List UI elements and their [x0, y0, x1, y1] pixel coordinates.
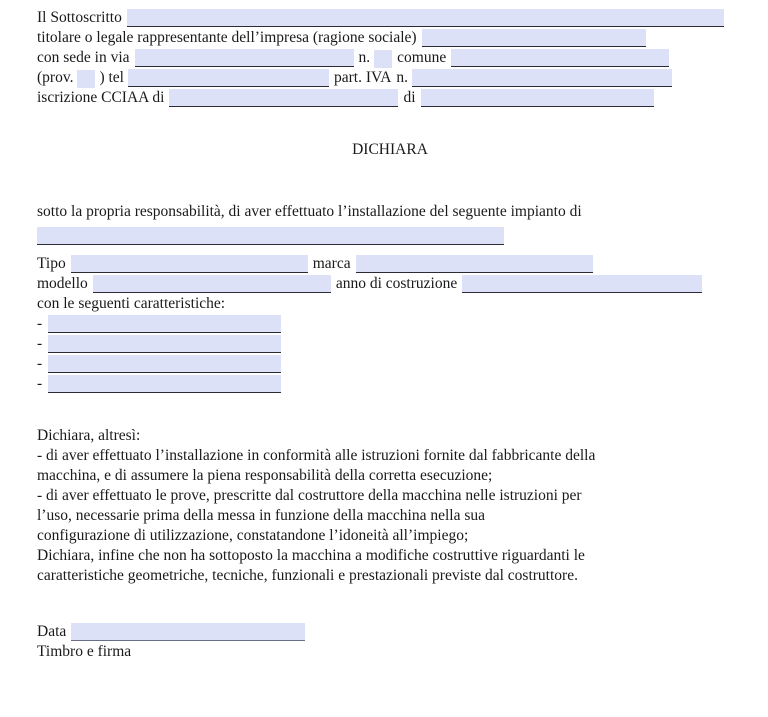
label-cciaa-di: di [403, 89, 416, 106]
label-timbro-e-firma: Timbro e firma [37, 643, 132, 660]
row-prov-tel-piva [37, 68, 743, 88]
label-caratteristiche: con le seguenti caratteristiche: [37, 295, 226, 312]
label-tel: ) tel [99, 69, 124, 86]
label-numero-civico: n. [358, 49, 371, 66]
bullet-dash: - [37, 315, 43, 332]
bullet-dash: - [37, 355, 43, 372]
field-comune[interactable] [451, 49, 669, 67]
row-ragione-sociale [37, 28, 743, 48]
spacer-after-title-2 [37, 190, 743, 202]
field-numero-civico[interactable] [374, 50, 392, 68]
field-cciaa-citta[interactable] [169, 89, 398, 107]
spacer-before-statements-2 [37, 414, 743, 426]
spacer-before-statements [37, 394, 743, 414]
row-data [37, 622, 743, 642]
field-partita-iva[interactable] [412, 69, 672, 87]
field-caratteristica-3[interactable] [48, 355, 281, 373]
label-partita-iva: part. IVA [333, 69, 392, 86]
bullet-dash: - [37, 375, 43, 392]
statement-line: Dichiara, infine che non ha sottoposto la macchina a modifiche costruttive riguardanti le [37, 547, 585, 564]
field-caratteristica-4[interactable] [48, 375, 281, 393]
characteristic-row [37, 354, 743, 374]
field-caratteristica-2[interactable] [48, 335, 281, 353]
label-partita-iva-n: n. [396, 69, 409, 86]
statement-line: configurazione di utilizzazione, constatandone l’idoneità all’impiego; [37, 527, 469, 544]
characteristic-row [37, 374, 743, 394]
statement-line: - di aver effettuato l’installazione in conformità alle istruzioni fornite dal fabbricante della [37, 447, 596, 464]
field-impianto[interactable] [37, 227, 504, 245]
field-modello[interactable] [93, 275, 331, 293]
field-cciaa-numero[interactable] [421, 89, 654, 107]
statements-intro: Dichiara, altresì: [37, 427, 141, 444]
label-tipo: Tipo [37, 255, 66, 272]
field-ragione-sociale[interactable] [422, 29, 646, 47]
spacer-before-title [37, 108, 743, 140]
field-via[interactable] [135, 49, 354, 67]
row-sede [37, 48, 743, 68]
statement-line: macchina, e di assumere la piena responsabilità della corretta esecuzione; [37, 467, 493, 484]
row-tipo-marca [37, 254, 743, 274]
intro-sentence: sotto la propria responsabilità, di aver effettuato l’installazione del seguente impianto di [37, 203, 582, 220]
characteristic-row [37, 314, 743, 334]
spacer-before-footer [37, 586, 743, 610]
label-data: Data [37, 623, 67, 640]
spacer-after-title [37, 160, 743, 190]
field-anno-costruzione[interactable] [462, 275, 702, 293]
row-cciaa [37, 88, 743, 108]
characteristic-row [37, 334, 743, 354]
label-iscrizione-cciaa: iscrizione CCIAA di [37, 89, 165, 106]
statement-line: caratteristiche geometriche, tecniche, funzionali e prestazionali previste dal costruttore. [37, 567, 578, 584]
declaration-title: DICHIARA [352, 141, 428, 158]
row-sottoscritto [37, 8, 743, 28]
field-provincia[interactable] [77, 70, 95, 88]
field-tipo[interactable] [71, 255, 308, 273]
field-sottoscritto[interactable] [127, 9, 724, 27]
label-con-sede-in-via: con sede in via [37, 49, 130, 66]
field-telefono[interactable] [128, 69, 329, 87]
label-anno-costruzione: anno di costruzione [335, 275, 458, 292]
field-caratteristica-1[interactable] [48, 315, 281, 333]
label-sottoscritto: Il Sottoscritto [37, 9, 122, 26]
field-marca[interactable] [356, 255, 593, 273]
label-marca: marca [312, 255, 351, 272]
spacer-before-footer-2 [37, 610, 743, 622]
label-ragione-sociale: titolare o legale rappresentante dell’impresa (ragione sociale) [37, 29, 417, 46]
row-modello-anno [37, 274, 743, 294]
label-comune: comune [397, 49, 447, 66]
document-content [37, 8, 743, 662]
field-data[interactable] [71, 623, 305, 641]
label-modello: modello [37, 275, 88, 292]
label-prov-open: (prov. [37, 69, 74, 86]
statement-line: - di aver effettuato le prove, prescritte dal costruttore della macchina nelle istruzioni per [37, 487, 582, 504]
row-impianto [37, 226, 743, 246]
spacer-before-tipo [37, 246, 743, 254]
bullet-dash: - [37, 335, 43, 352]
statement-line: l’uso, necessarie prima della messa in funzione della macchina nella sua [37, 507, 486, 524]
